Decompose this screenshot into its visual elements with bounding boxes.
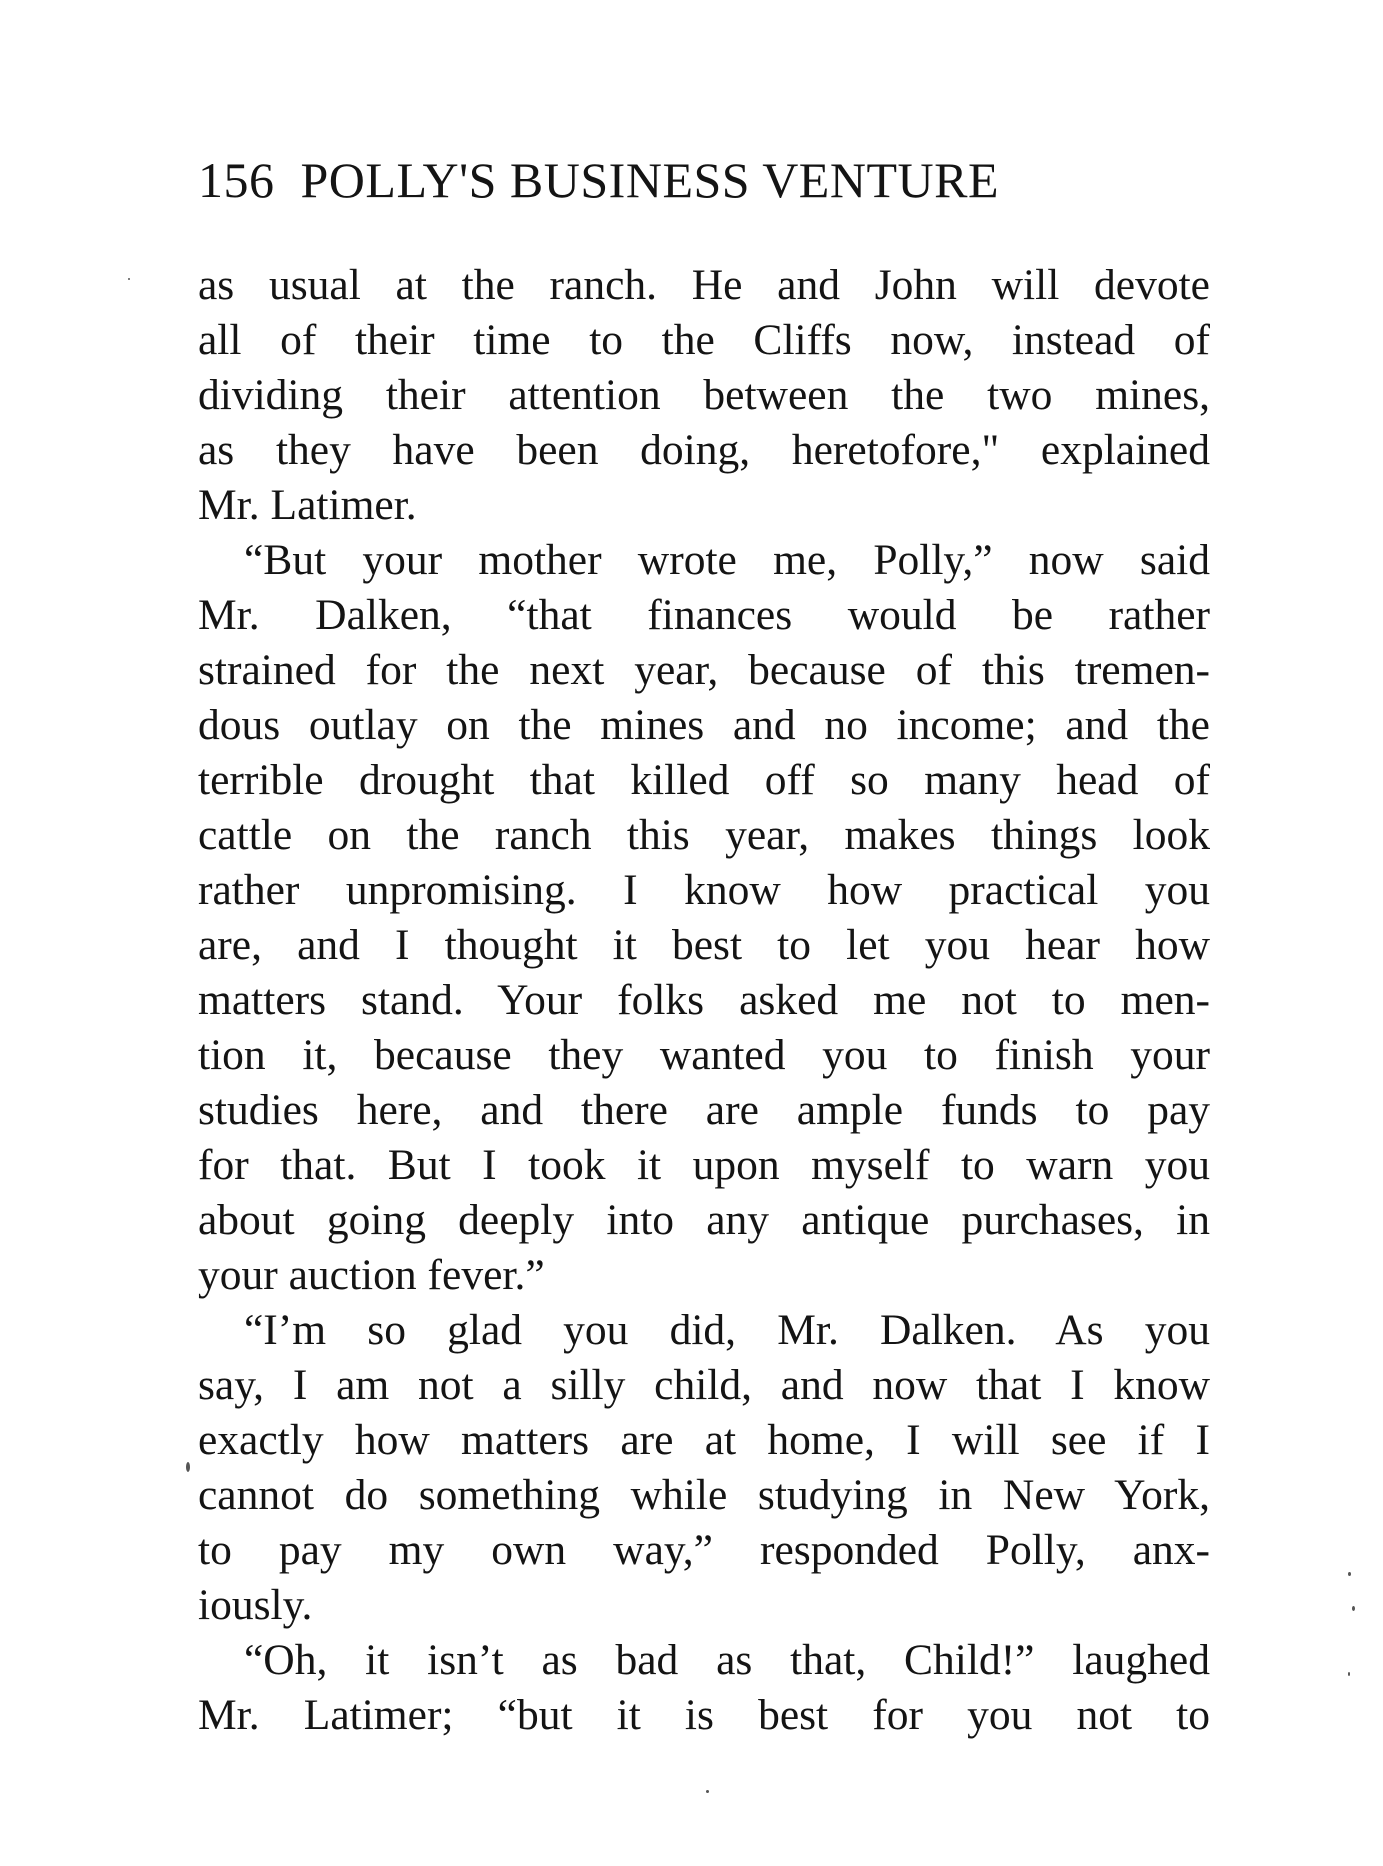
text-line: “I’m so glad you did, Mr. Dalken. As you <box>244 1306 1210 1354</box>
text-line: terrible drought that killed off so many head of <box>198 756 1210 804</box>
text-line: exactly how matters are at home, I will see if I <box>198 1416 1210 1464</box>
text-line: dous outlay on the mines and no income; and the <box>198 701 1210 749</box>
text-line: cannot do something while studying in New York, <box>198 1471 1210 1519</box>
text-line: iously. <box>198 1581 313 1629</box>
text-line: rather unpromising. I know how practical you <box>198 866 1210 914</box>
scan-speck <box>1352 1606 1355 1611</box>
text-line: Mr. Dalken, “that finances would be rather <box>198 591 1210 639</box>
text-line: Mr. Latimer. <box>198 481 417 529</box>
text-line: are, and I thought it best to let you hear how <box>198 921 1210 969</box>
running-header <box>198 150 1218 210</box>
scan-speck <box>706 1790 709 1793</box>
scan-speck <box>1348 1672 1350 1676</box>
text-line: Mr. Latimer; “but it is best for you not to <box>198 1691 1210 1739</box>
running-title: POLLY'S BUSINESS VENTURE <box>300 152 999 208</box>
text-line: tion it, because they wanted you to finish your <box>198 1031 1210 1079</box>
text-line: your auction fever.” <box>198 1251 545 1299</box>
text-line: studies here, and there are ample funds to pay <box>198 1086 1210 1134</box>
scan-speck <box>186 1462 190 1472</box>
text-line: “Oh, it isn’t as bad as that, Child!” laughed <box>244 1636 1210 1684</box>
text-line: as usual at the ranch. He and John will devote <box>198 261 1210 309</box>
text-line: cattle on the ranch this year, makes things look <box>198 811 1210 859</box>
text-line: for that. But I took it upon myself to warn you <box>198 1141 1210 1189</box>
text-line: strained for the next year, because of this tremen- <box>198 646 1210 694</box>
body-text <box>198 258 1210 1743</box>
text-line: dividing their attention between the two mines, <box>198 371 1210 419</box>
scan-speck <box>128 278 130 280</box>
page-number: 156 <box>198 152 275 208</box>
text-line: to pay my own way,” responded Polly, anx- <box>198 1526 1210 1574</box>
text-line: all of their time to the Cliffs now, instead of <box>198 316 1210 364</box>
text-line: “But your mother wrote me, Polly,” now said <box>244 536 1210 584</box>
text-line: say, I am not a silly child, and now that I know <box>198 1361 1210 1409</box>
text-line: matters stand. Your folks asked me not to men- <box>198 976 1210 1024</box>
scan-speck <box>1348 1572 1351 1576</box>
text-line: about going deeply into any antique purchases, in <box>198 1196 1210 1244</box>
text-line: as they have been doing, heretofore," explained <box>198 426 1210 474</box>
